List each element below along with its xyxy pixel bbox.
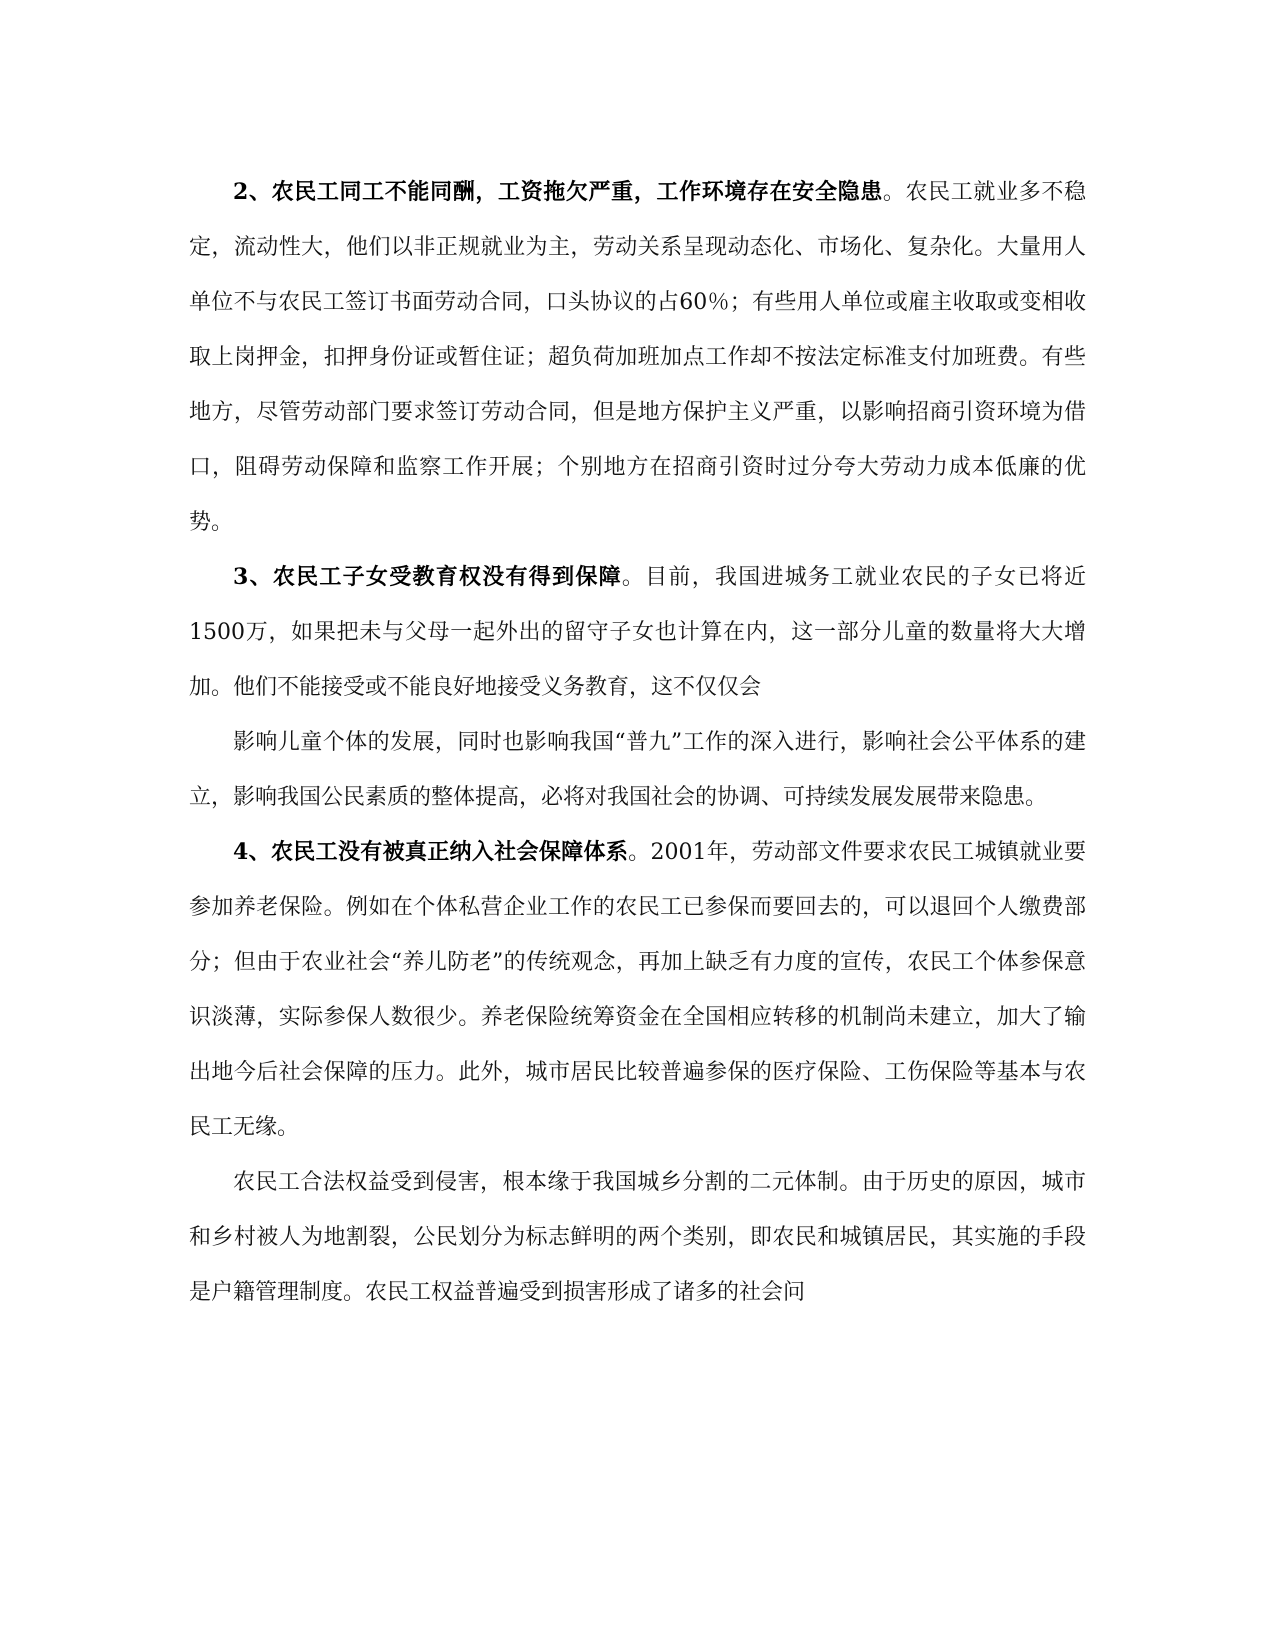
paragraph-social-security [189, 825, 1086, 1155]
paragraph-wage-issues [189, 165, 1086, 550]
paragraph-education-continued [189, 715, 1086, 825]
document-body [189, 165, 1086, 1320]
paragraph-heading: 4、农民工没有被真正纳入社会保障体系 [233, 839, 629, 865]
paragraph-text: 。目前，我国进城务工就业农民的子女已将近1500万，如果把未与父母一起外出的留守子女也计算在内，这一部分儿童的数量将大大增加。他们不能接受或不能良好地接受义务教育，这不仅仅会 [189, 565, 1086, 700]
paragraph-text: 影响儿童个体的发展，同时也影响我国“普九”工作的深入进行，影响社会公平体系的建立，影响我国公民素质的整体提高，必将对我国社会的协调、可持续发展发展带来隐患。 [189, 730, 1086, 810]
paragraph-text: 农民工合法权益受到侵害，根本缘于我国城乡分割的二元体制。由于历史的原因，城市和乡村被人为地割裂，公民划分为标志鲜明的两个类别，即农民和城镇居民，其实施的手段是户籍管理制度。农民工权益普遍受到损害形成了诸多的社会问 [189, 1170, 1086, 1305]
paragraph-text: 。2001年，劳动部文件要求农民工城镇就业要参加养老保险。例如在个体私营企业工作的农民工已参保而要回去的，可以退回个人缴费部分；但由于农业社会“养儿防老”的传统观念，再加上缺乏有力度的宣传，农民工个体参保意识淡薄，实际参保人数很少。养老保险统筹资金在全国相应转移的机制尚未建立，加大了输出地今后社会保障的压力。此外，城市居民比较普遍参保的医疗保险、工伤保险等基本与农民工无缘。 [189, 840, 1086, 1140]
paragraph-heading: 2、农民工同工不能同酬，工资拖欠严重，工作环境存在安全隐患 [233, 179, 883, 205]
paragraph-children-education [189, 550, 1086, 715]
paragraph-root-cause [189, 1155, 1086, 1320]
paragraph-heading: 3、农民工子女受教育权没有得到保障 [233, 564, 622, 590]
paragraph-text: 。农民工就业多不稳定，流动性大，他们以非正规就业为主，劳动关系呈现动态化、市场化、复杂化。大量用人单位不与农民工签订书面劳动合同，口头协议的占60％；有些用人单位或雇主收取或变相收取上岗押金，扣押身份证或暂住证；超负荷加班加点工作却不按法定标准支付加班费。有些地方，尽管劳动部门要求签订劳动合同，但是地方保护主义严重，以影响招商引资环境为借口，阻碍劳动保障和监察工作开展；个别地方在招商引资时过分夸大劳动力成本低廉的优势。 [189, 180, 1086, 535]
